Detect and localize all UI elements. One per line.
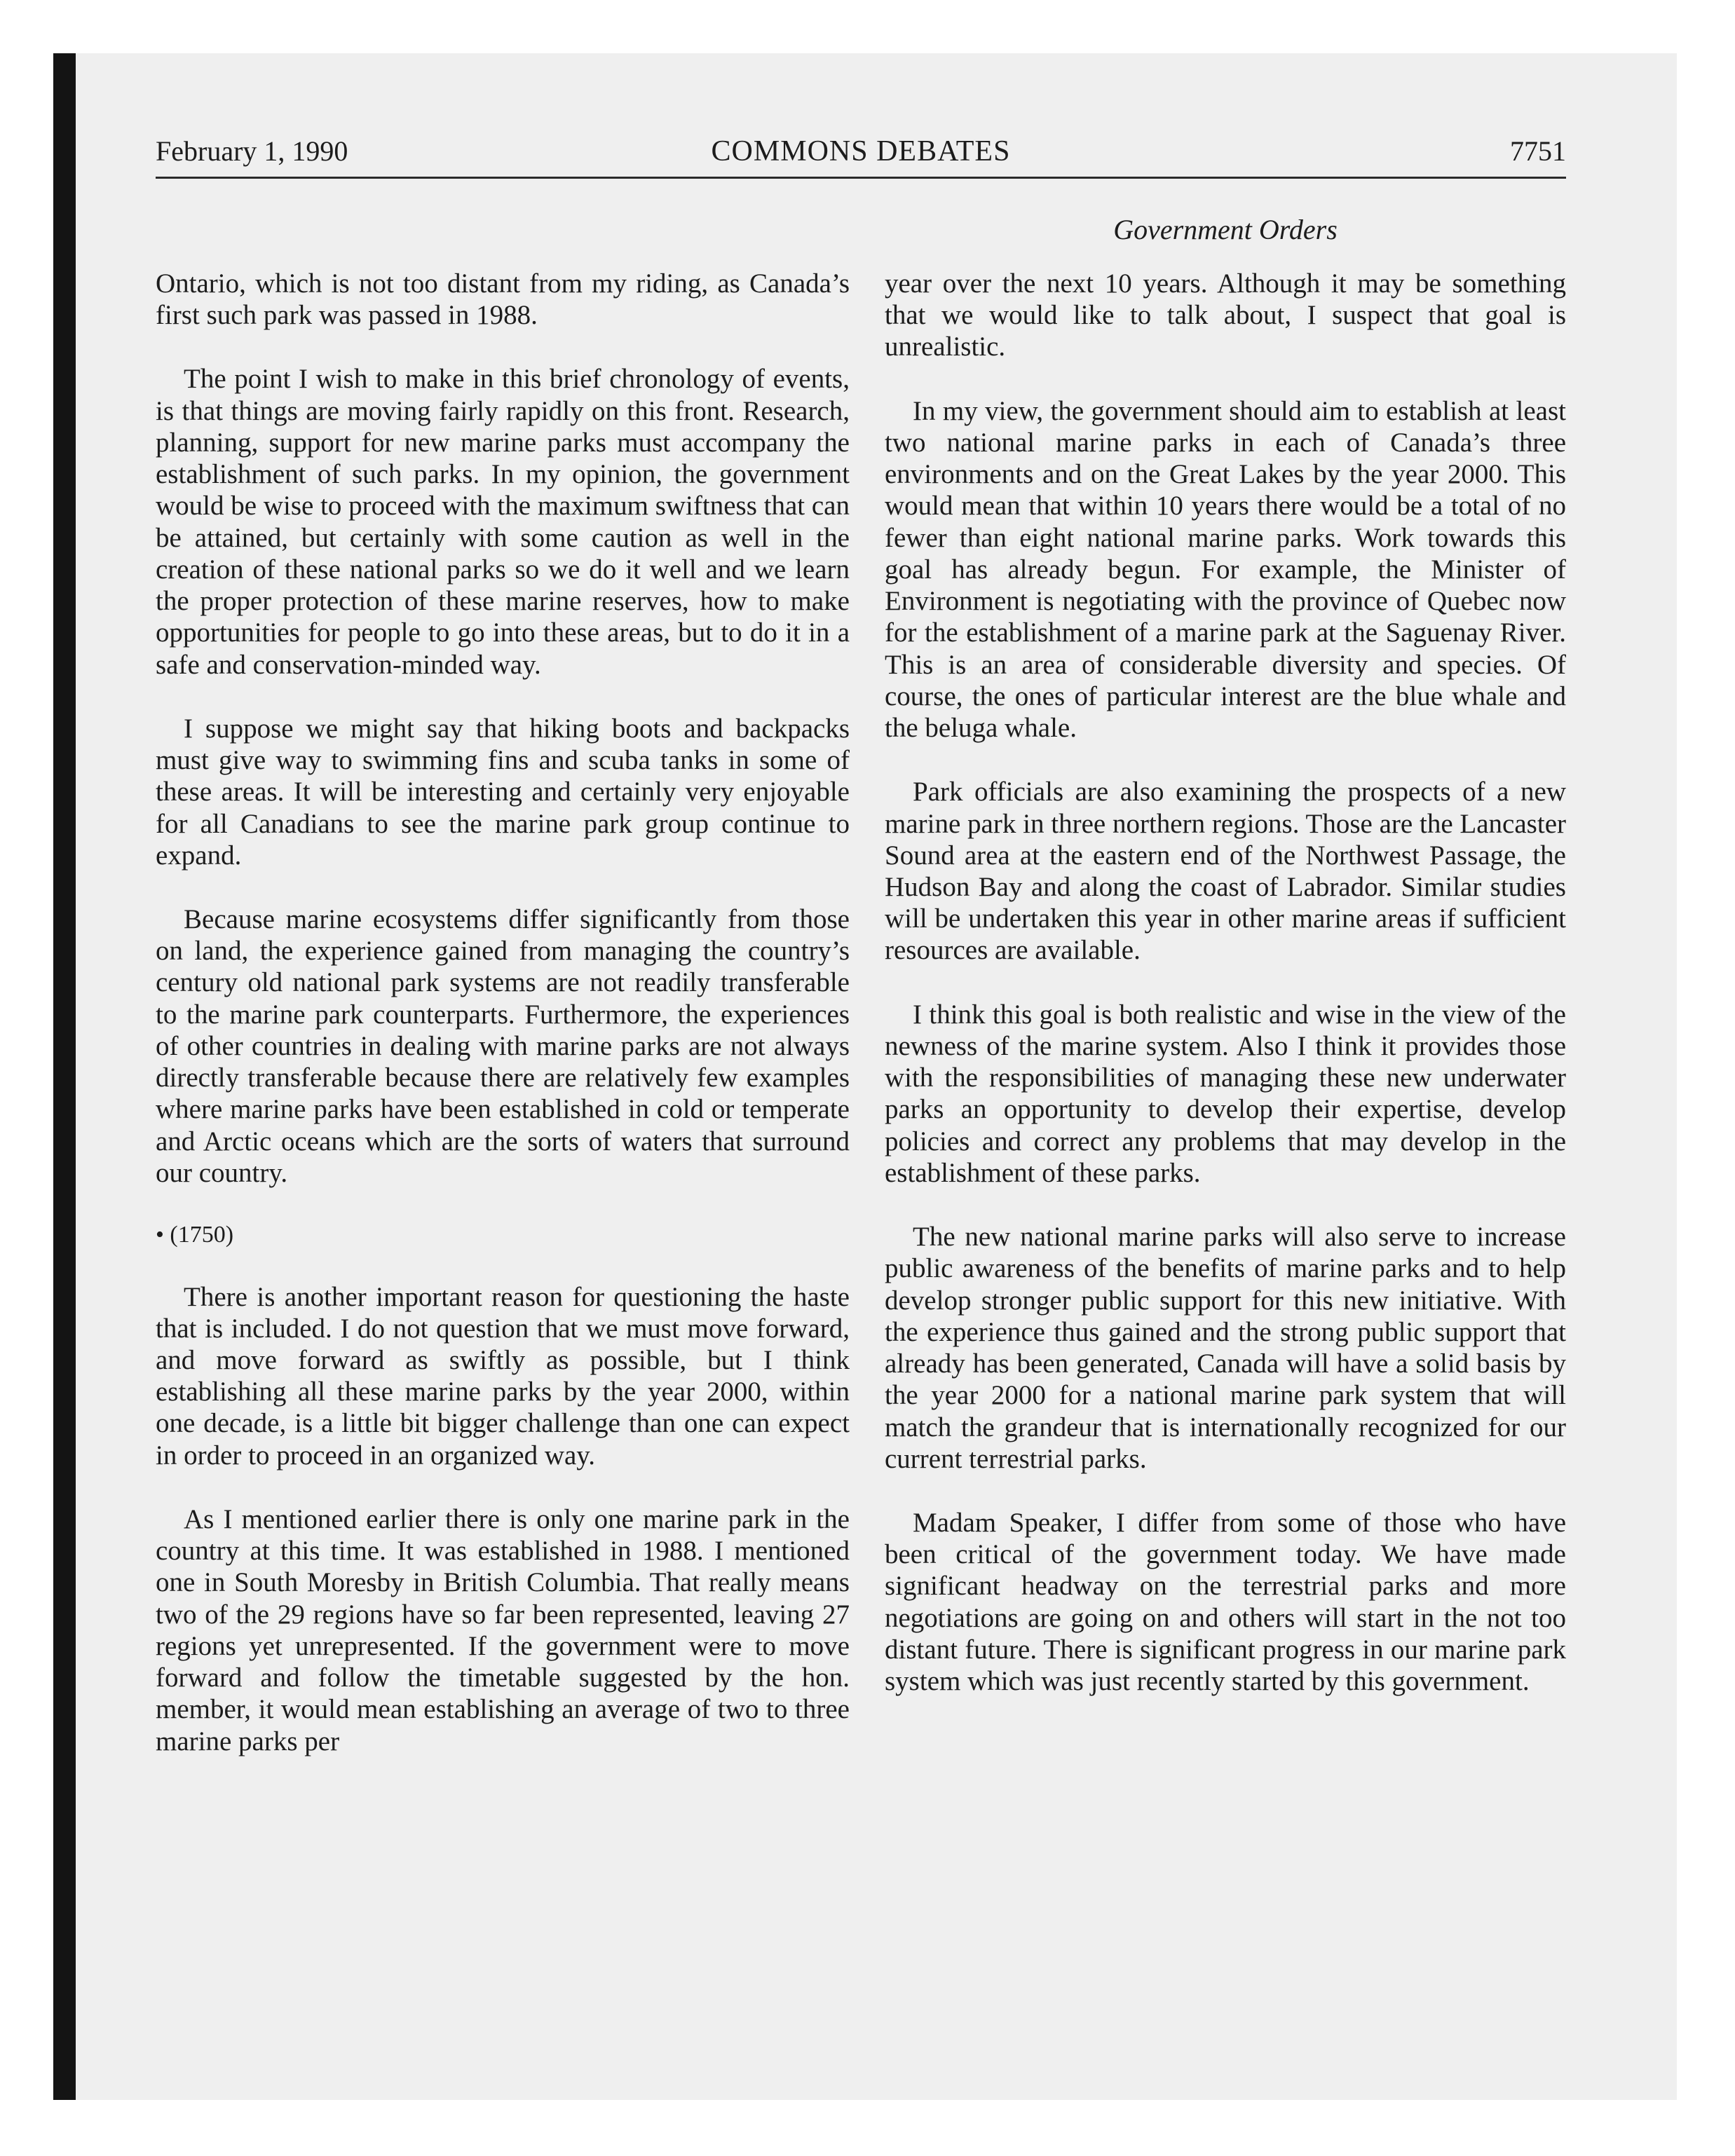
paragraph: The new national marine parks will also serve to increase public awareness of the benefits of marine parks and to help develop stronger public support for this new initiative. With the experience thus gained and the strong public support that already has been generated, Canada will have a solid basis by the year 2000 for a national marine park system that will match the grandeur that is internationally recognized for our current terrestrial parks. [885, 1222, 1566, 1474]
paragraph: I suppose we might say that hiking boots and backpacks must give way to swimming fins and scuba tanks in some of these areas. It will be interesting and certainly very enjoyable for all Canadians to see the marine park group continue to expand. [156, 713, 850, 871]
header-page-number: 7751 [1510, 135, 1566, 167]
paragraph: The point I wish to make in this brief chronology of events, is that things are moving fairly rapidly on this front. Research, planning, support for new marine parks must accompany the establishment of such parks. In my opinion, the government would be wise to proceed with the maximum swiftness that can be attained, but certainly with some caution as well in the creation of these national parks so we do it well and we learn the proper protection of these marine reserves, how to make opportunities for people to go into these areas, but to do it in a safe and conservation-minded way. [156, 364, 850, 680]
page-header [156, 135, 1566, 177]
paragraph: I think this goal is both realistic and wise in the view of the newness of the marine system. Also I think it provides those with the responsibilities of managing these new underwater parks an opportunity to develop their expertise, develop policies and correct any problems that may develop in the establishment of these parks. [885, 999, 1566, 1188]
paragraph: year over the next 10 years. Although it may be something that we would like to talk about, I suspect that goal is unrealistic. [885, 268, 1566, 362]
paragraph: In my view, the government should aim to establish at least two national marine parks in each of Canada’s three environments and on the Great Lakes by the year 2000. This would mean that within 10 years there would be a total of no fewer than eight national marine parks. Work towards this goal has already begun. For example, the Minister of Environment is negotiating with the province of Quebec now for the establishment of a marine park at the Saguenay River. This is an area of considerable diversity and species. Of course, the ones of particular interest are the blue whale and the beluga whale. [885, 395, 1566, 744]
right-column [885, 268, 1566, 1729]
paragraph: Ontario, which is not too distant from my riding, as Canada’s first such park was passed in 1988. [156, 268, 850, 331]
paragraph: Because marine ecosystems differ significantly from those on land, the experience gained from managing the country’s century old national park systems are not readily transferable to the marine park counterparts. Furthermore, the experiences of other countries in dealing with marine parks are not always directly transferable because there are relatively few examples where marine parks have been established in cold or temperate and Arctic oceans which are the sorts of waters that surround our country. [156, 903, 850, 1188]
header-date: February 1, 1990 [156, 135, 348, 167]
left-column [156, 268, 850, 1789]
section-label: Government Orders [1113, 214, 1338, 245]
paragraph: Madam Speaker, I differ from some of those who have been critical of the government today. We have made significant headway on the terrestrial parks and more negotiations are going on and others will start in the not too distant future. There is significant progress in our marine park system which was just recently started by this government. [885, 1507, 1566, 1697]
time-marker: • (1750) [156, 1222, 234, 1248]
header-rule [156, 177, 1566, 179]
paragraph: As I mentioned earlier there is only one marine park in the country at this time. It was established in 1988. I mentioned one in South Moresby in British Columbia. That really means two of the 29 regions have so far been represented, leaving 27 regions yet unrepresented. If the government were to move forward and follow the timetable suggested by the hon. member, it would mean establishing an average of two to three marine parks per [156, 1503, 850, 1756]
paragraph: There is another important reason for questioning the haste that is included. I do not question that we must move forward, and move forward as swiftly as possible, but I think establishing all these marine parks by the year 2000, within one decade, is a little bit bigger challenge than one can expect in order to proceed in an organized way. [156, 1281, 850, 1471]
header-title: COMMONS DEBATES [711, 135, 1011, 168]
paragraph: Park officials are also examining the prospects of a new marine park in three northern regions. Those are the Lancaster Sound area at the eastern end of the Northwest Passage, the Hudson Bay and along the coast of Labrador. Similar studies will be undertaken this year in other marine areas if sufficient resources are available. [885, 777, 1566, 966]
